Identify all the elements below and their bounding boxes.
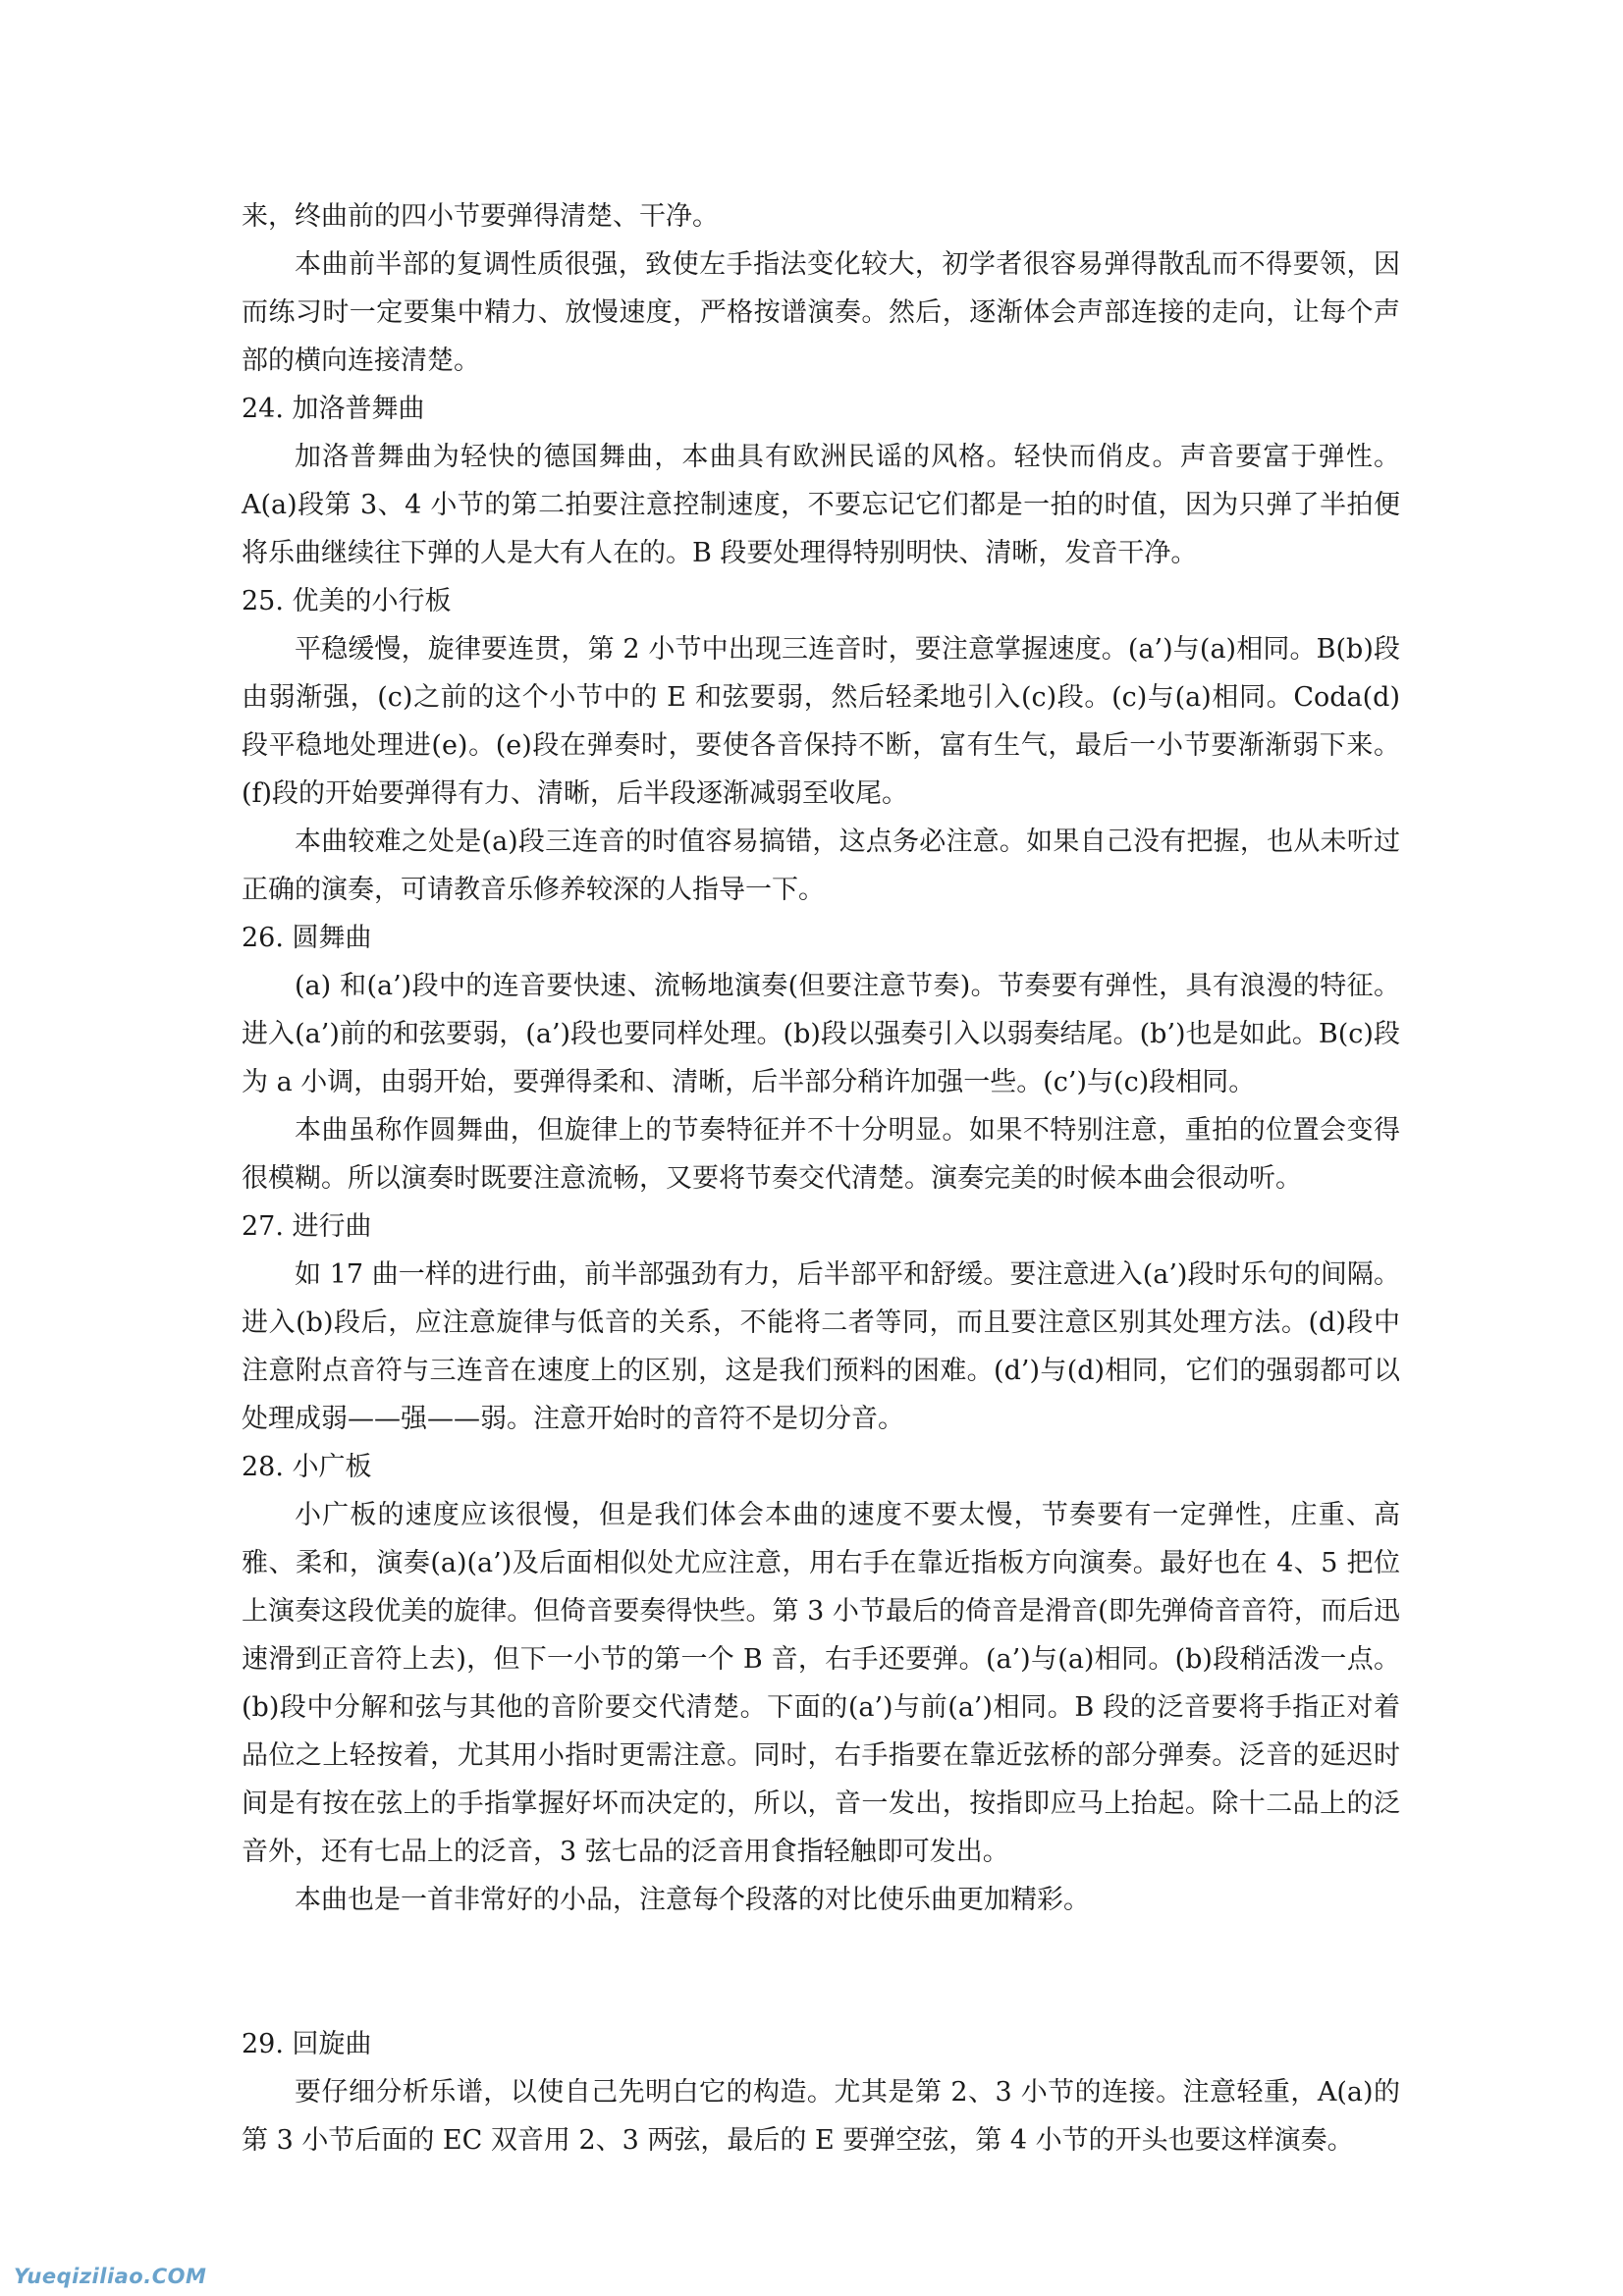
paragraph: 加洛普舞曲为轻快的德国舞曲，本曲具有欧洲民谣的风格。轻快而俏皮。声音要富于弹性。A(a)段第 3、4 小节的第二拍要注意控制速度，不要忘记它们都是一拍的时值，因为只弹了半拍便将乐曲继续往下弹的人是大有人在的。B 段要处理得特别明快、清晰，发音干净。 xyxy=(242,442,1400,568)
paragraph-continuation: 来，终曲前的四小节要弹得清楚、干净。 xyxy=(242,201,719,232)
section-heading: 28. 小广板 xyxy=(242,1452,372,1482)
blank-space xyxy=(242,1924,1400,2020)
paragraph: 本曲也是一首非常好的小品，注意每个段落的对比使乐曲更加精彩。 xyxy=(295,1885,1090,1915)
document-body xyxy=(242,192,1400,2164)
section-heading: 27. 进行曲 xyxy=(242,1211,372,1242)
paragraph: 本曲虽称作圆舞曲，但旋律上的节奏特征并不十分明显。如果不特别注意，重拍的位置会变得很模糊。所以演奏时既要注意流畅，又要将节奏交代清楚。演奏完美的时候本曲会很动听。 xyxy=(242,1115,1400,1194)
paragraph: (a) 和(a’)段中的连音要快速、流畅地演奏(但要注意节奏)。节奏要有弹性，具有浪漫的特征。进入(a’)前的和弦要弱，(a’)段也要同样处理。(b)段以强奏引入以弱奏结尾。(b’)也是如此。B(c)段为 a 小调，由弱开始，要弹得柔和、清晰，后半部分稍许加强一些。(c’)与(c)段相同。 xyxy=(242,971,1400,1097)
section-heading: 24. 加洛普舞曲 xyxy=(242,394,425,424)
section-heading: 29. 回旋曲 xyxy=(242,2029,372,2059)
paragraph: 本曲较难之处是(a)段三连音的时值容易搞错，这点务必注意。如果自己没有把握，也从未听过正确的演奏，可请教音乐修养较深的人指导一下。 xyxy=(242,827,1400,905)
section-heading: 25. 优美的小行板 xyxy=(242,586,452,616)
paragraph: 要仔细分析乐谱，以使自己先明白它的构造。尤其是第 2、3 小节的连接。注意轻重，A(a)的第 3 小节后面的 EC 双音用 2、3 两弦，最后的 E 要弹空弦，第 4 小节的开头也要这样演奏。 xyxy=(242,2077,1400,2156)
site-watermark: Yueqiziliao.COM xyxy=(14,2265,207,2288)
paragraph: 如 17 曲一样的进行曲，前半部强劲有力，后半部平和舒缓。要注意进入(a’)段时乐句的间隔。进入(b)段后，应注意旋律与低音的关系，不能将二者等同，而且要注意区别其处理方法。(d)段中注意附点音符与三连音在速度上的区别，这是我们预料的困难。(d’)与(d)相同，它们的强弱都可以处理成弱——强——弱。注意开始时的音符不是切分音。 xyxy=(242,1259,1400,1434)
section-heading: 26. 圆舞曲 xyxy=(242,923,372,953)
paragraph: 小广板的速度应该很慢，但是我们体会本曲的速度不要太慢，节奏要有一定弹性，庄重、高雅、柔和，演奏(a)(a’)及后面相似处尤应注意，用右手在靠近指板方向演奏。最好也在 4、5 把位上演奏这段优美的旋律。但倚音要奏得快些。第 3 小节最后的倚音是滑音(即先弹倚音音符，而后迅速滑到正音符上去)，但下一小节的第一个 B 音，右手还要弹。(a’)与(a)相同。(b)段稍活泼一点。 (b)段中分解和弦与其他的音阶要交代清楚。下面的(a’)与前(a’)相同。B 段的泛音要将手指正对着品位之上轻按着，尤其用小指时更需注意。同时，右手指要在靠近弦桥的部分弹奏。泛音的延迟时间是有按在弦上的手指掌握好坏而决定的，所以，音一发出，按指即应马上抬起。除十二品上的泛音外，还有七品上的泛音，3 弦七品的泛音用食指轻触即可发出。 xyxy=(242,1500,1400,1867)
paragraph: 平稳缓慢，旋律要连贯，第 2 小节中出现三连音时，要注意掌握速度。(a’)与(a)相同。B(b)段由弱渐强，(c)之前的这个小节中的 E 和弦要弱，然后轻柔地引入(c)段。(c)与(a)相同。Coda(d)段平稳地处理进(e)。(e)段在弹奏时，要使各音保持不断，富有生气，最后一小节要渐渐弱下来。(f)段的开始要弹得有力、清晰，后半段逐渐减弱至收尾。 xyxy=(242,634,1400,809)
paragraph: 本曲前半部的复调性质很强，致使左手指法变化较大，初学者很容易弹得散乱而不得要领，因而练习时一定要集中精力、放慢速度，严格按谱演奏。然后，逐渐体会声部连接的走向，让每个声部的横向连接清楚。 xyxy=(242,249,1400,376)
